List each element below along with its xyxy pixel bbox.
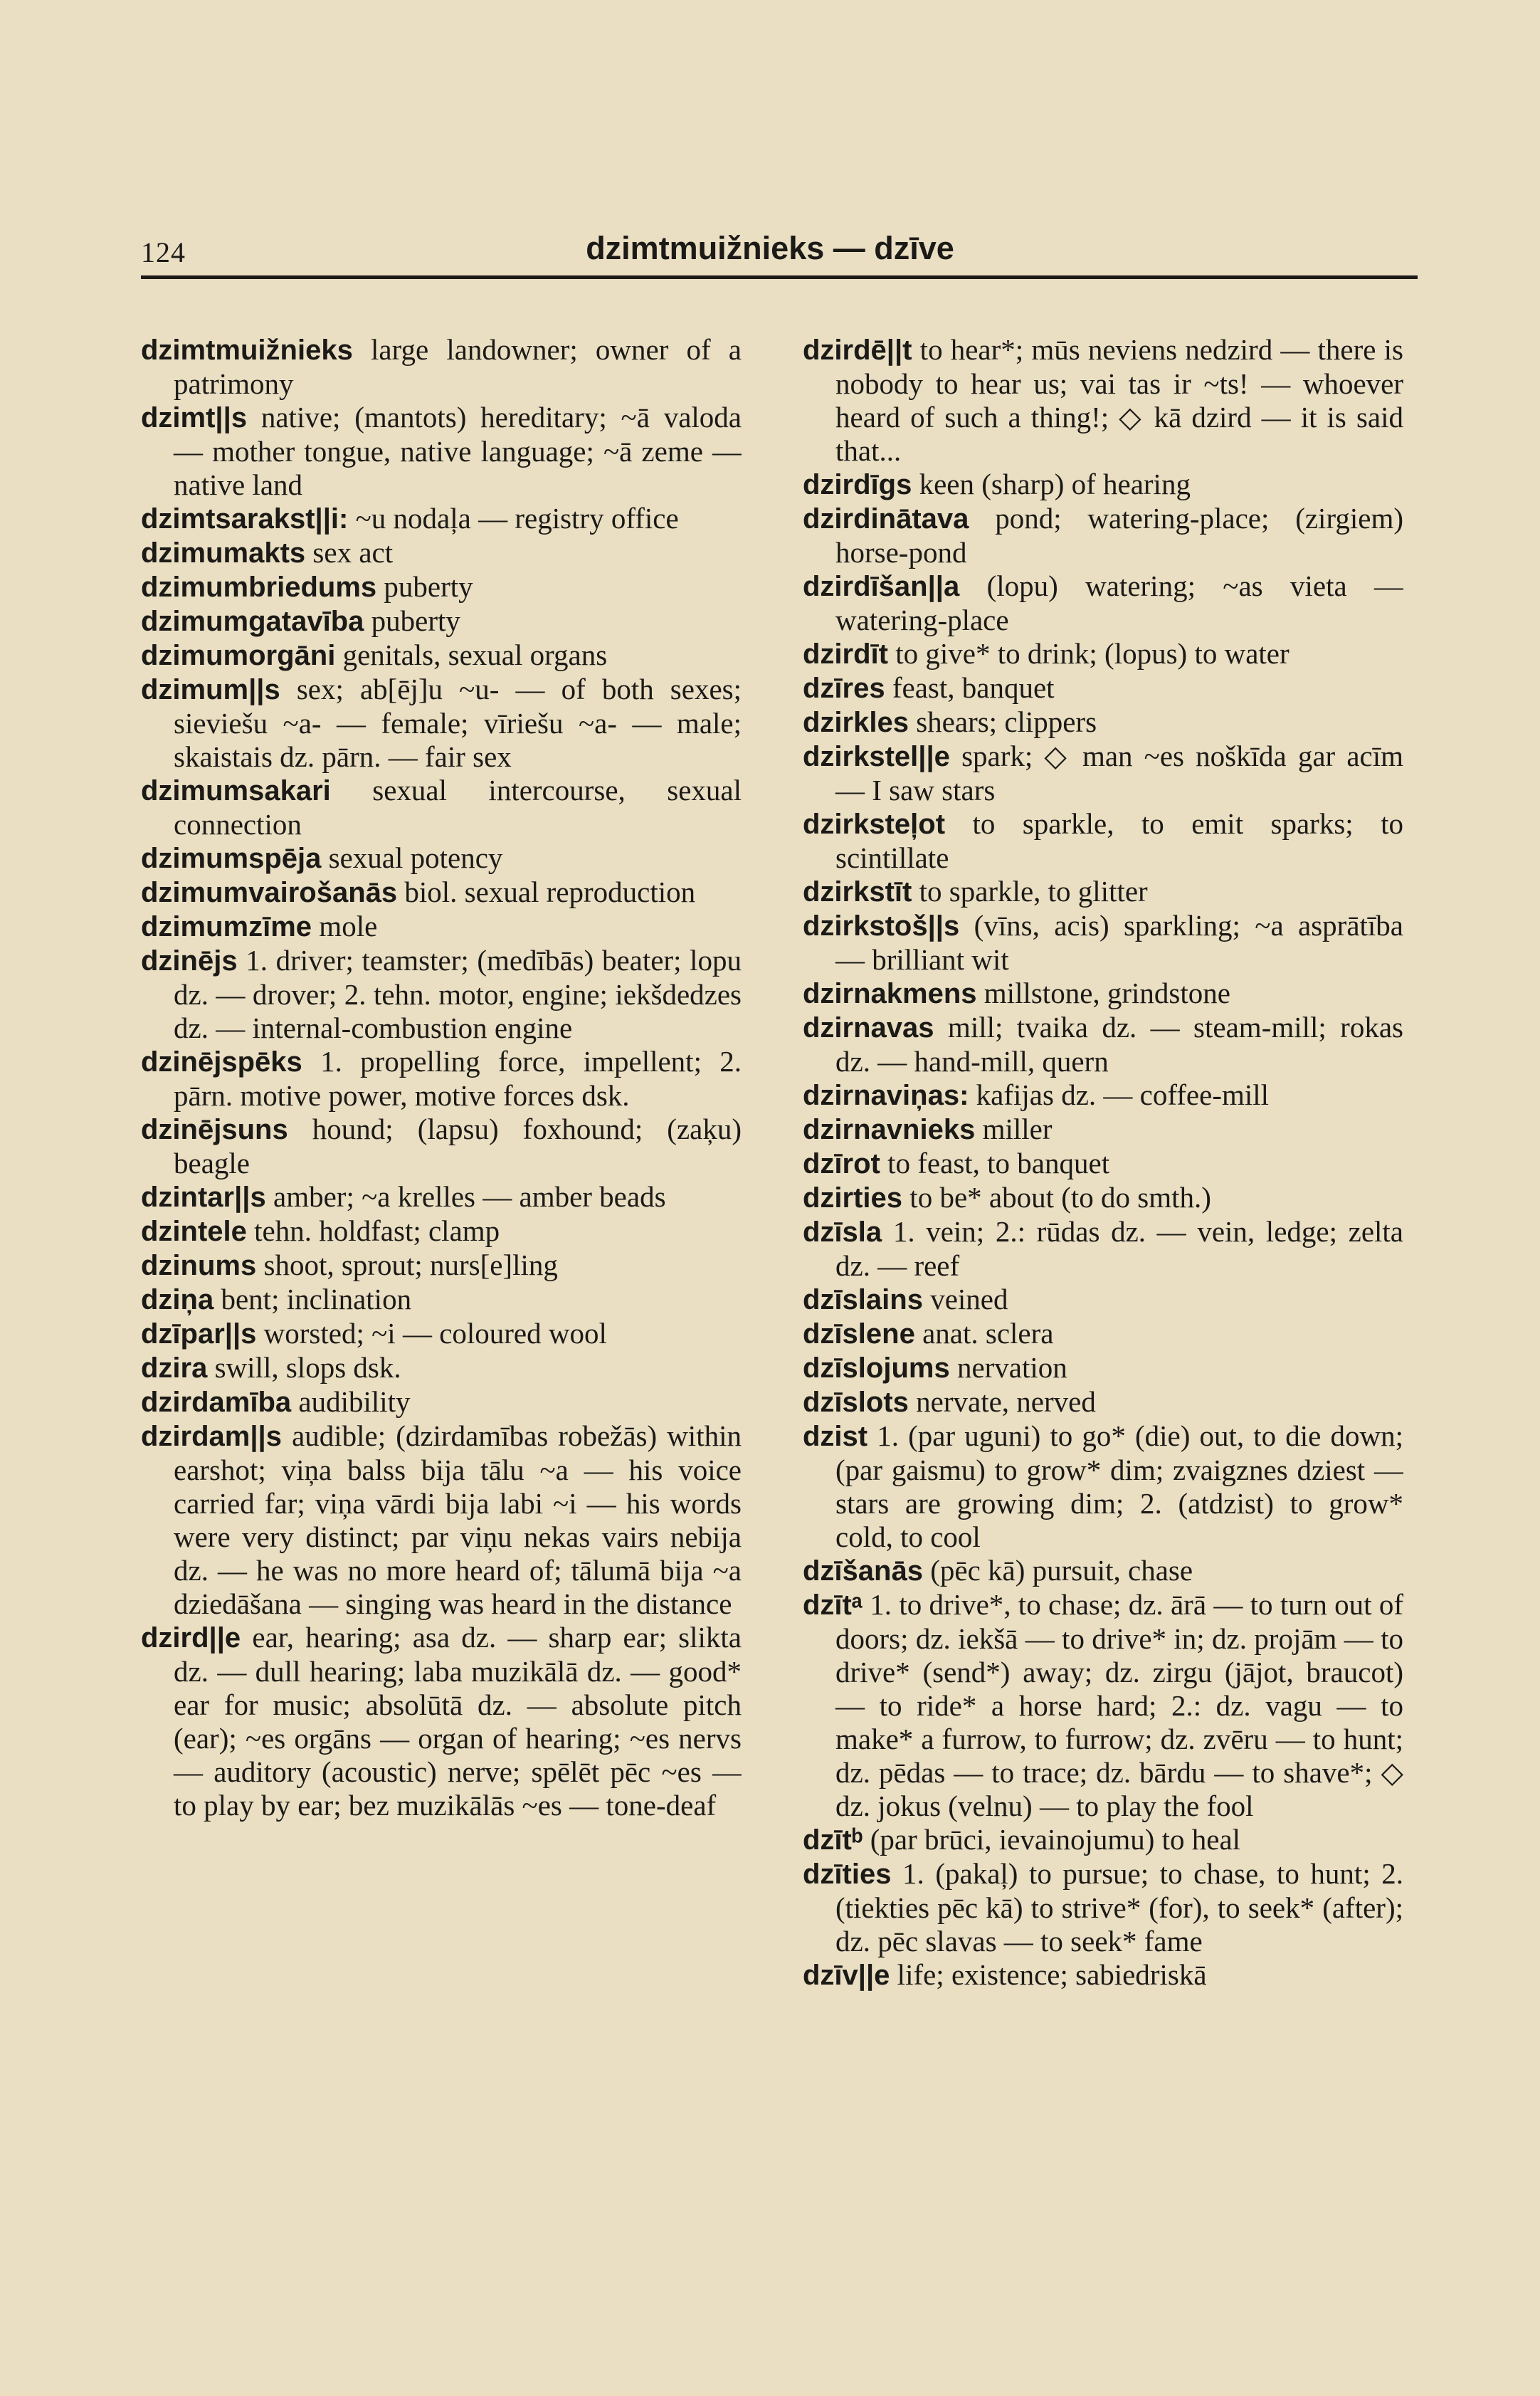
dictionary-entry [141, 1317, 742, 1351]
entry-headword: dzintele [141, 1216, 247, 1247]
entry-definition: hound; (lapsu) foxhound; (zaķu) beagle [174, 1113, 742, 1179]
entry-definition: spark; ◇ man ~es noškīda gar acīm — I saw stars [835, 740, 1403, 806]
entry-headword: dzirnakmens [803, 978, 977, 1009]
entry-definition: native; (mantots) hereditary; ~ā valoda — mother tongue, native language; ~ā zeme — native land [174, 401, 742, 501]
entry-definition: shears; clippers [916, 705, 1097, 738]
dictionary-entry [803, 569, 1403, 637]
entry-headword: dzirkles [803, 707, 909, 738]
dictionary-entry [803, 1317, 1403, 1351]
dictionary-entry [803, 875, 1403, 909]
entry-headword: dzirksteļot [803, 809, 946, 840]
entry-headword: dzirdīgs [803, 469, 912, 500]
dictionary-entry [141, 1214, 742, 1249]
entry-definition: shoot, sprout; nurs[e]ling [263, 1249, 558, 1281]
entry-definition: keen (sharp) of hearing [919, 468, 1191, 500]
entry-definition: large landowner; owner of a patrimony [174, 333, 742, 400]
entry-definition: nervate, nerved [916, 1385, 1096, 1418]
dictionary-entry [803, 1351, 1403, 1385]
entry-definition: puberty [384, 570, 473, 603]
entry-definition: to give* to drink; (lopus) to water [895, 637, 1290, 670]
entry-definition: mill; tvaika dz. — steam-mill; rokas dz. — hand-mill, quern [835, 1011, 1403, 1078]
entry-headword: dzimt||s [141, 402, 248, 434]
entry-headword: dzīres [803, 673, 885, 704]
dictionary-entry [803, 1958, 1403, 1992]
entry-headword: dzirkstel||e [803, 741, 950, 772]
entry-headword: dzist [803, 1421, 868, 1452]
entry-headword: dzīpar||s [141, 1318, 257, 1350]
entry-definition: mole [319, 910, 378, 942]
entry-headword: dzird||e [141, 1622, 241, 1654]
entry-definition: pond; watering-place; (zirgiem) horse-pond [835, 502, 1403, 569]
entry-definition: worsted; ~i — coloured wool [263, 1317, 607, 1350]
entry-headword: dzirdīt [803, 639, 888, 670]
dictionary-entry [141, 944, 742, 1045]
dictionary-entry [141, 1283, 742, 1317]
dictionary-entry [803, 1011, 1403, 1078]
dictionary-entry [803, 333, 1403, 468]
entry-definition: sexual potency [328, 841, 503, 874]
entry-definition: tehn. holdfast; clamp [254, 1214, 500, 1247]
entry-definition: nervation [956, 1351, 1067, 1384]
entry-definition: sex act [312, 536, 394, 569]
entry-definition: amber; ~a krelles — amber beads [273, 1180, 666, 1213]
entry-headword: dzīšanās [803, 1555, 923, 1587]
dictionary-entry [803, 977, 1403, 1011]
entry-headword: dzimumspēja [141, 843, 322, 874]
entry-definition: miller [982, 1113, 1053, 1145]
dictionary-entry [141, 1419, 742, 1621]
entry-definition: to sparkle, to glitter [919, 875, 1148, 908]
dictionary-entry [803, 1857, 1403, 1958]
dictionary-entry [141, 841, 742, 876]
dictionary-entry [141, 1385, 742, 1419]
dictionary-entry [803, 909, 1403, 977]
dictionary-entry [141, 536, 742, 570]
entry-headword: dzirnavnieks [803, 1114, 976, 1145]
entry-headword: dzirdinātava [803, 503, 969, 535]
header-rule [141, 275, 1418, 279]
entry-definition: kafijas dz. — coffee-mill [976, 1078, 1270, 1111]
entry-headword: dzimumgatavība [141, 606, 364, 637]
entry-definition: feast, banquet [892, 671, 1055, 704]
entry-definition: 1. propelling force, impellent; 2. pārn. motive power, motive forces dsk. [174, 1045, 742, 1112]
entry-headword: dzītᵇ [803, 1824, 863, 1856]
dictionary-entry [803, 1554, 1403, 1588]
entry-definition: 1. (pakaļ) to pursue; to chase, to hunt; 2. (tiekties pēc kā) to strive* (for), to seek* (after); dz. pēc slavas — to seek* fame [835, 1857, 1403, 1958]
entry-headword: dzīslots [803, 1387, 909, 1418]
entry-headword: dzirkstīt [803, 876, 912, 908]
dictionary-entry [141, 876, 742, 910]
entry-headword: dzimtsarakst||i: [141, 503, 349, 535]
entry-headword: dzinējsuns [141, 1114, 288, 1145]
entry-headword: dzimumzīme [141, 911, 312, 942]
dictionary-entry [141, 910, 742, 944]
dictionary-entry [803, 705, 1403, 740]
entry-definition: audible; (dzirdamības robežās) within earshot; viņa balss bija tālu ~a — his voice carried far; viņa vārdi bija labi ~i — his words were very distinct; par viņu nekas vairs nebija dz. — he was no more heard of; tālumā bija ~a dziedāšana — singing was heard in the distance [174, 1419, 742, 1620]
left-column [141, 333, 742, 2383]
entry-headword: dziņa [141, 1284, 214, 1315]
dictionary-entry [803, 807, 1403, 875]
dictionary-entry [141, 673, 742, 774]
dictionary-entry [803, 1823, 1403, 1857]
entry-definition: (lopu) watering; ~as vieta — watering-place [835, 569, 1403, 636]
dictionary-entry [803, 1283, 1403, 1317]
entry-headword: dzīties [803, 1859, 892, 1890]
entry-headword: dzimumbriedums [141, 572, 377, 603]
entry-headword: dzirdīšan||a [803, 571, 960, 602]
dictionary-entry [141, 1249, 742, 1283]
entry-headword: dzimumakts [141, 537, 306, 569]
dictionary-entry [803, 1385, 1403, 1419]
dictionary-entry [803, 637, 1403, 671]
running-head: dzimtmuižnieks — dzīve [586, 230, 954, 266]
right-column [803, 333, 1403, 2383]
entry-headword: dzinums [141, 1250, 257, 1281]
entry-definition: puberty [371, 604, 460, 637]
dictionary-entry [803, 1419, 1403, 1554]
entry-definition: (vīns, acis) sparkling; ~a asprātība — brilliant wit [835, 909, 1403, 976]
entry-definition: sex; ab[ēj]u ~u- — of both sexes; sieviešu ~a- — female; vīriešu ~a- — male; skaistais dz. pārn. — fair sex [174, 673, 742, 773]
entry-definition: swill, slops dsk. [214, 1351, 401, 1384]
dictionary-entry [141, 639, 742, 673]
dictionary-entry [803, 1181, 1403, 1215]
entry-definition: 1. vein; 2.: rūdas dz. — vein, ledge; zelta dz. — reef [835, 1215, 1403, 1282]
dictionary-entry [141, 570, 742, 604]
dictionary-entry [803, 1215, 1403, 1283]
entry-definition: life; existence; sabiedriskā [897, 1958, 1207, 1991]
dictionary-entry [141, 1621, 742, 1822]
entry-headword: dzimum||s [141, 674, 280, 705]
page-number: 124 [141, 236, 186, 268]
entry-headword: dzīslene [803, 1318, 915, 1350]
entry-headword: dzimtmuižnieks [141, 335, 353, 366]
dictionary-entry [141, 333, 742, 401]
entry-definition: ear, hearing; asa dz. — sharp ear; slikta dz. — dull hearing; laba muzikālā dz. — good* ear for music; absolūtā dz. — absolute pitch (ear); ~es orgāns — organ of hearing; ~es nervs — auditory (acoustic) nerve; spēlēt pēc ~es — to play by ear; bez muzikālās ~es — tone-deaf [174, 1621, 742, 1822]
entry-definition: 1. driver; teamster; (medībās) beater; lopu dz. — drover; 2. tehn. motor, engine; iekšdedzes dz. — internal-combustion engine [174, 944, 742, 1044]
entry-definition: genitals, sexual organs [342, 639, 608, 671]
entry-headword: dzinējspēks [141, 1046, 302, 1078]
entry-definition: to hear*; mūs neviens nedzird — there is nobody to hear us; vai tas ir ~ts! — whoever heard of such a thing!; ◇ kā dzird — it is said that... [835, 333, 1403, 467]
entry-headword: dzirdam||s [141, 1421, 282, 1452]
entry-headword: dzimumsakari [141, 775, 331, 806]
dictionary-entry [803, 1147, 1403, 1181]
entry-headword: dzirdē||t [803, 335, 912, 366]
dictionary-entry [803, 1078, 1403, 1113]
entry-headword: dzirties [803, 1182, 903, 1214]
dictionary-entry [803, 1113, 1403, 1147]
entry-definition: 1. (par uguni) to go* (die) out, to die down; (par gaismu) to grow* dim; zvaigznes dziest — stars are growing dim; 2. (atdzist) to grow* cold, to cool [835, 1419, 1403, 1553]
entry-definition: to be* about (to do smth.) [909, 1181, 1211, 1214]
entry-definition: (pēc kā) pursuit, chase [930, 1554, 1193, 1587]
dictionary-entry [141, 401, 742, 502]
entry-headword: dzira [141, 1352, 208, 1384]
entry-definition: anat. sclera [922, 1317, 1054, 1350]
dictionary-entry [803, 468, 1403, 502]
dictionary-entry [141, 1351, 742, 1385]
entry-definition: biol. sexual reproduction [404, 876, 696, 908]
entry-headword: dzīv||e [803, 1960, 890, 1991]
entry-headword: dzimumvairošanās [141, 877, 398, 908]
entry-headword: dzīslojums [803, 1352, 950, 1384]
entry-definition: audibility [298, 1385, 411, 1418]
dictionary-entry [141, 774, 742, 841]
entry-definition: bent; inclination [221, 1283, 412, 1315]
entry-headword: dzirdamība [141, 1387, 292, 1418]
entry-headword: dzīrot [803, 1148, 880, 1179]
entry-headword: dzinējs [141, 945, 238, 977]
entry-headword: dzīsla [803, 1217, 882, 1248]
entry-headword: dzītᵃ [803, 1590, 863, 1621]
dictionary-entry [141, 1045, 742, 1113]
entry-definition: veined [930, 1283, 1008, 1315]
entry-headword: dzimumorgāni [141, 640, 336, 671]
entry-definition: 1. to drive*, to chase; dz. ārā — to turn out of doors; dz. iekšā — to drive* in; dz. projām — to drive* (send*) away; dz. zirgu (jājot, braucot) — to ride* a horse hard; 2.: dz. vagu — to make* a furrow, to furrow; dz. zvēru — to hunt; dz. pēdas — to trace; dz. bārdu — to shave*; ◇ dz. jokus (velnu) — to play the fool [835, 1588, 1403, 1822]
entry-headword: dzintar||s [141, 1182, 266, 1213]
dictionary-entry [141, 604, 742, 639]
entry-definition: millstone, grindstone [983, 977, 1230, 1009]
dictionary-entry [803, 740, 1403, 807]
entry-definition: (par brūci, ievainojumu) to heal [870, 1823, 1241, 1856]
dictionary-entry [141, 1113, 742, 1180]
entry-definition: to sparkle, to emit sparks; to scintillate [835, 807, 1403, 874]
dictionary-entry [803, 671, 1403, 705]
dictionary-entry [141, 1180, 742, 1214]
entry-definition: to feast, to banquet [887, 1147, 1110, 1179]
entry-headword: dzīslains [803, 1284, 923, 1315]
entry-headword: dzirnaviņas: [803, 1080, 969, 1111]
dictionary-entry [141, 502, 742, 536]
entry-headword: dzirnavas [803, 1012, 934, 1044]
entry-definition: sexual intercourse, sexual connection [174, 774, 742, 841]
dictionary-entry [803, 1588, 1403, 1823]
dictionary-entry [803, 502, 1403, 569]
entry-headword: dzirkstoš||s [803, 910, 960, 942]
entry-definition: ~u nodaļa — registry office [355, 502, 679, 535]
